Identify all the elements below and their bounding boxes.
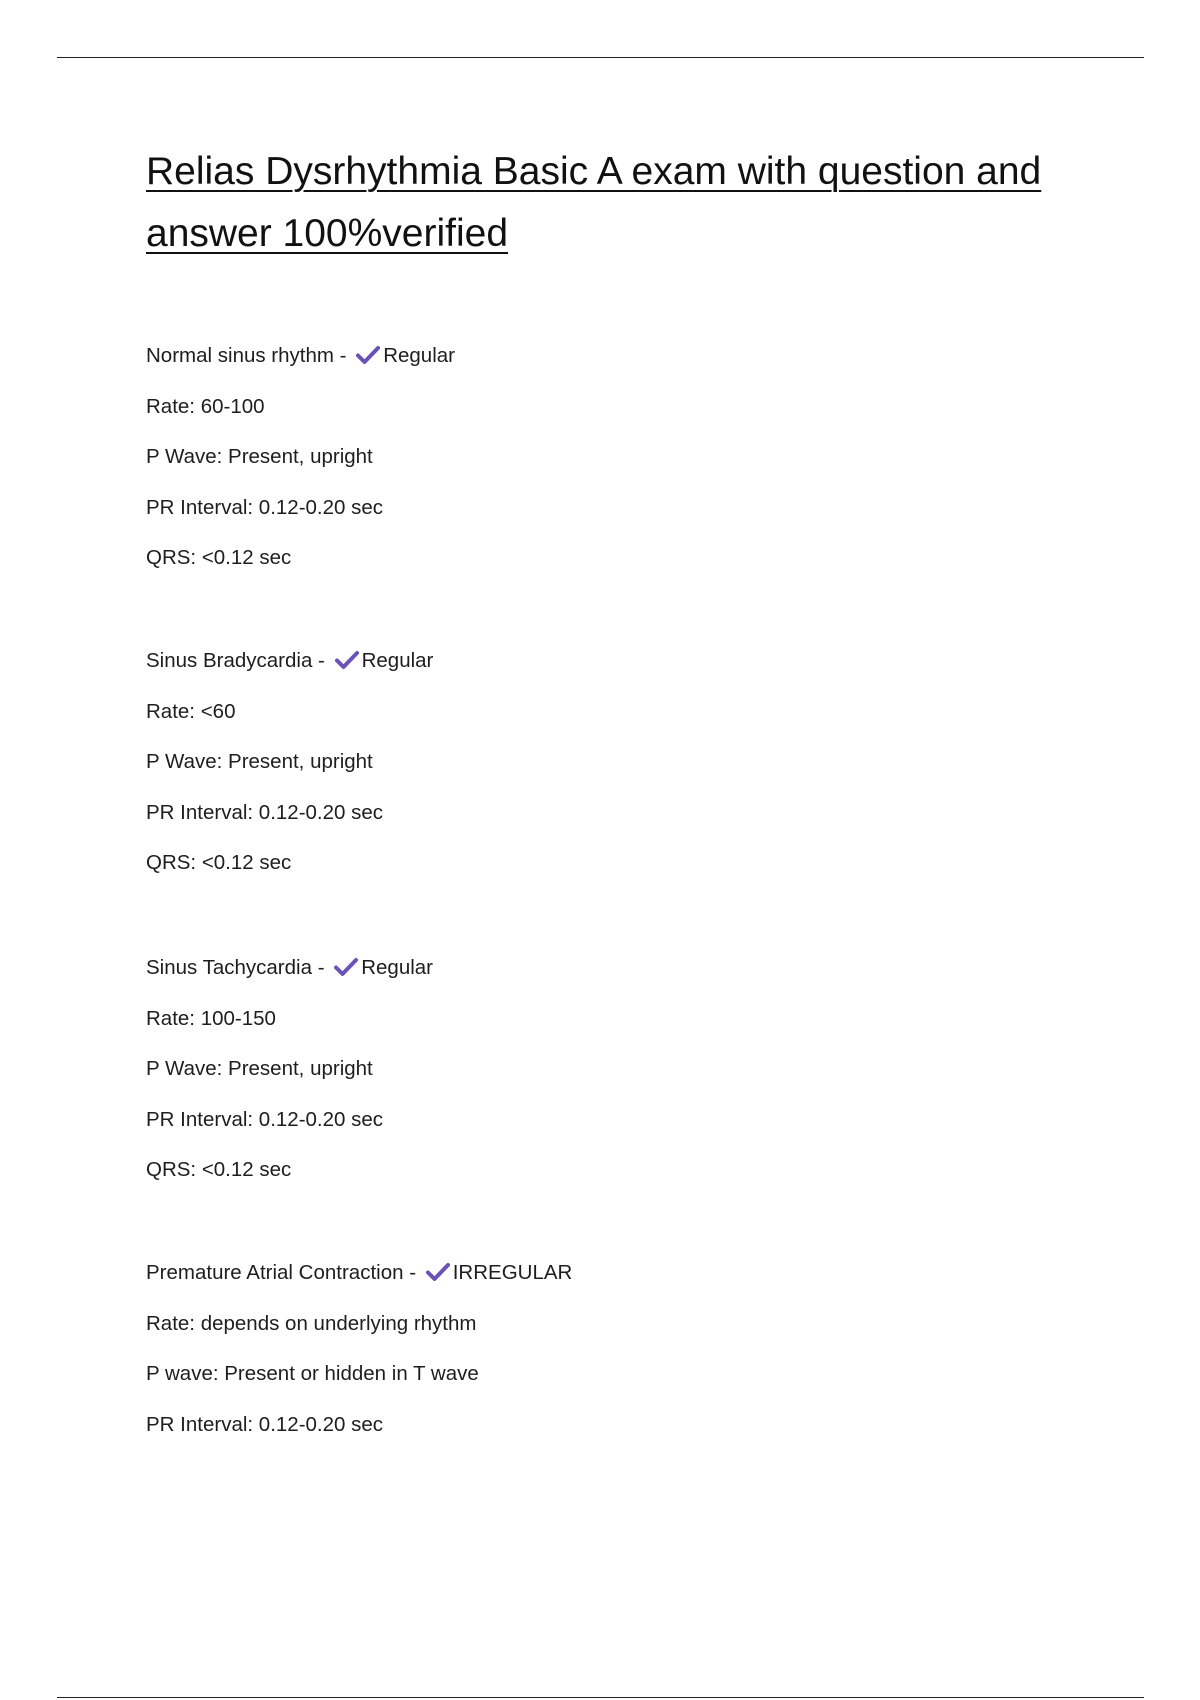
answer-text: Regular xyxy=(361,956,434,979)
question-line xyxy=(146,331,1046,382)
detail-line: Rate: depends on underlying rhythm xyxy=(146,1311,477,1335)
detail-line: PR Interval: 0.12-0.20 sec xyxy=(146,1107,384,1131)
check-icon xyxy=(426,1262,450,1282)
detail-line: QRS: <0.12 sec xyxy=(146,1158,292,1181)
question-term: Premature Atrial Contraction - xyxy=(146,1261,417,1284)
detail-line: QRS: <0.12 sec xyxy=(146,546,292,569)
page-title: Relias Dysrhythmia Basic A exam with question and answer 100%verified xyxy=(146,150,1042,255)
question-line xyxy=(146,636,1046,687)
check-icon xyxy=(356,345,380,365)
detail-line: P Wave: Present, upright xyxy=(146,1057,373,1080)
detail-line: P wave: Present or hidden in T wave xyxy=(146,1362,479,1385)
detail-line: Rate: 100-150 xyxy=(146,1006,276,1030)
detail-line: PR Interval: 0.12-0.20 sec xyxy=(146,495,384,519)
qa-section-sinus-tachycardia xyxy=(146,943,1046,1196)
detail-line: PR Interval: 0.12-0.20 sec xyxy=(146,1412,384,1436)
bottom-rule xyxy=(57,1697,1144,1698)
question-term: Sinus Bradycardia - xyxy=(146,649,325,672)
detail-line: QRS: <0.12 sec xyxy=(146,851,292,874)
detail-line: Rate: 60-100 xyxy=(146,394,265,418)
detail-line: P Wave: Present, upright xyxy=(146,445,373,468)
question-line xyxy=(146,943,1046,994)
check-icon xyxy=(334,957,358,977)
question-line xyxy=(146,1248,1046,1299)
qa-section-normal-sinus-rhythm xyxy=(146,331,1046,584)
detail-line: P Wave: Present, upright xyxy=(146,750,373,773)
question-term: Sinus Tachycardia - xyxy=(146,956,325,979)
question-term: Normal sinus rhythm - xyxy=(146,344,347,367)
answer-text: IRREGULAR xyxy=(452,1261,573,1284)
qa-section-premature-atrial-contraction xyxy=(146,1248,1046,1450)
top-rule xyxy=(57,57,1144,58)
check-icon xyxy=(335,650,359,670)
detail-line: PR Interval: 0.12-0.20 sec xyxy=(146,800,384,824)
answer-text: Regular xyxy=(361,649,434,672)
qa-section-sinus-bradycardia xyxy=(146,636,1046,889)
detail-line: Rate: <60 xyxy=(146,699,236,723)
answer-text: Regular xyxy=(383,344,455,367)
